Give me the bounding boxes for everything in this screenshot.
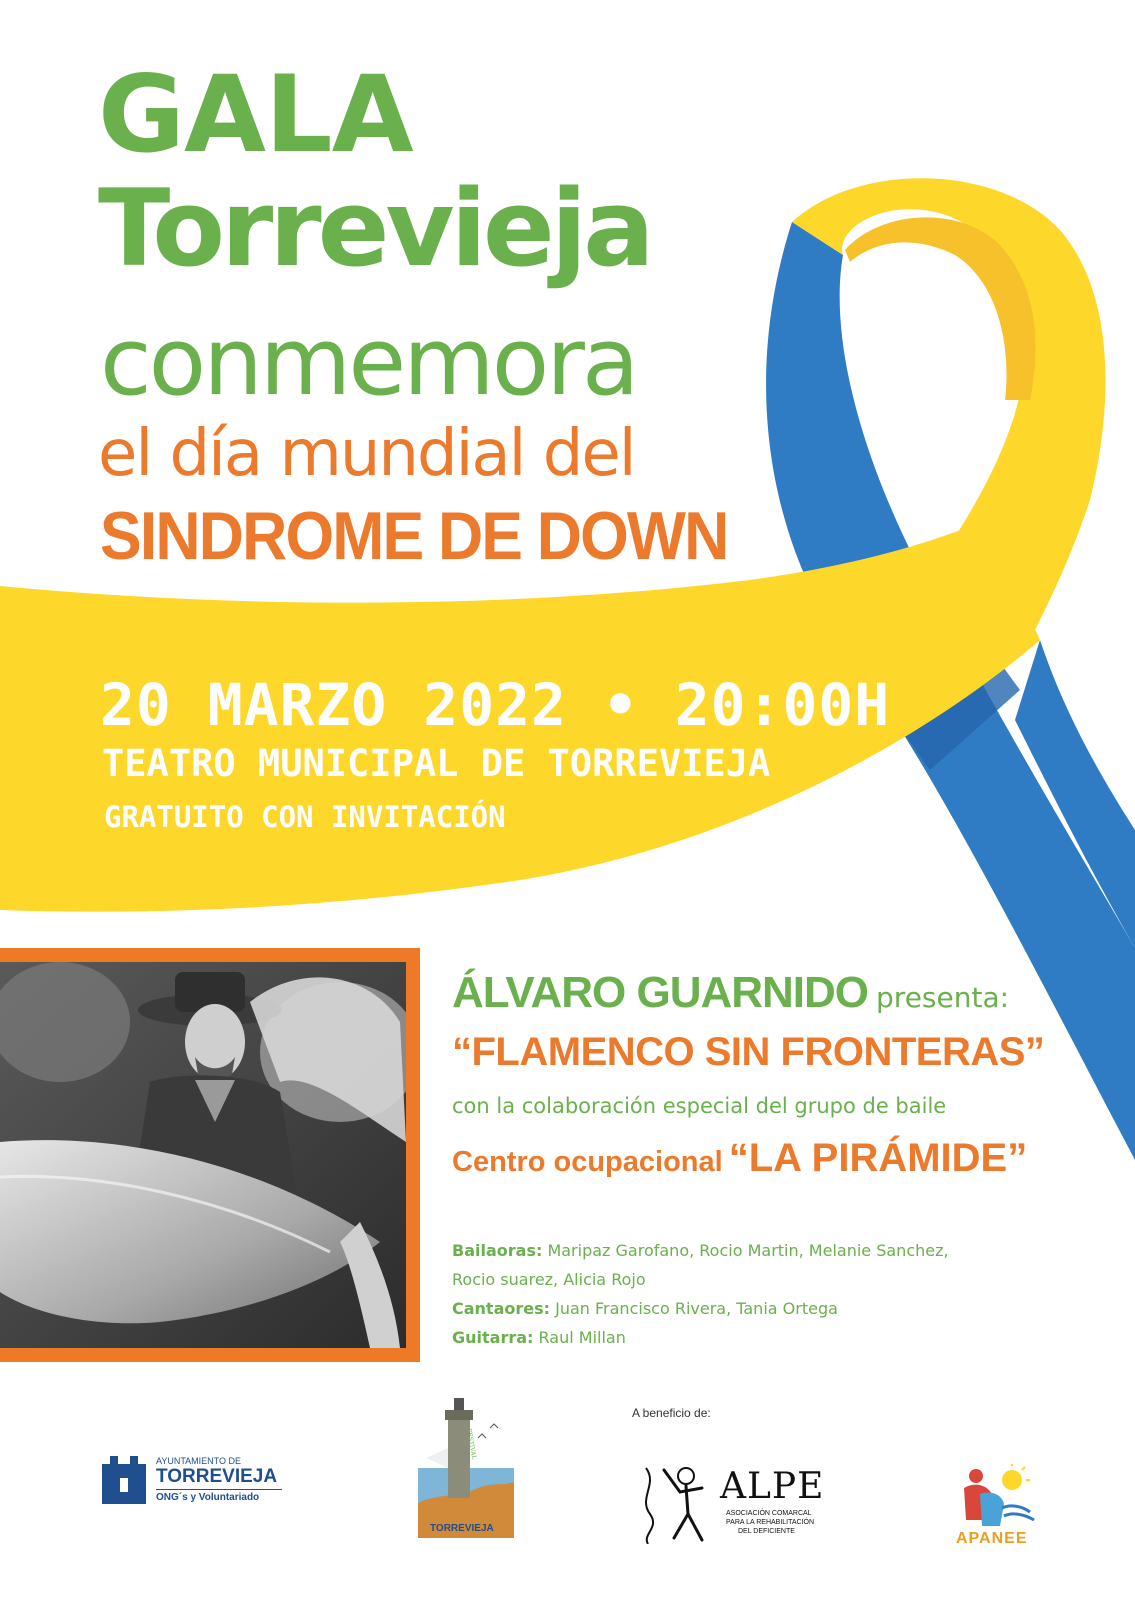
bailaoras-names-1: Maripaz Garofano, Rocio Martin, Melanie Sanchez, (542, 1241, 949, 1260)
festival-line1: FESTIVAL (465, 1428, 478, 1461)
presents-word: presenta: (876, 981, 1010, 1014)
guitarra-label: Guitarra: (452, 1328, 534, 1347)
bailaoras-label: Bailaoras: (452, 1241, 543, 1260)
presenter-line (452, 968, 1009, 1018)
ayto-line3: ONG´s y Voluntariado (156, 1492, 260, 1503)
artist-name: ÁLVARO GUARNIDO (452, 968, 869, 1017)
bailaoras-names-2: Rocio suarez, Alicia Rojo (452, 1270, 646, 1289)
cantaores-label: Cantaores: (452, 1299, 551, 1318)
lighthouse-icon (418, 1398, 514, 1538)
apanee-logo (950, 1464, 1040, 1550)
event-admission: GRATUITO CON INVITACIÓN (104, 800, 506, 834)
title-gala: GALA (98, 53, 413, 176)
collaboration-text: con la colaboración especial del grupo de baile (452, 1094, 947, 1118)
centre-label: Centro ocupacional (452, 1146, 723, 1178)
alpe-sub1: ASOCIACIÓN COMARCAL (726, 1510, 812, 1517)
title-torrevieja: Torrevieja (98, 167, 651, 290)
ayto-line1: AYUNTAMIENTO DE (156, 1456, 242, 1466)
alpe-name: ALPE (720, 1466, 825, 1507)
ayto-divider (156, 1489, 282, 1490)
alpe-sub3: DEL DEFICIENTE (738, 1528, 795, 1535)
title-dia-mundial: el día mundial del (98, 417, 635, 491)
festival-line2: TORREVIEJA (430, 1523, 494, 1534)
alpe-sub2: PARA LA REHABILITACIÓN (726, 1519, 815, 1526)
credits-guitarra (452, 1323, 949, 1352)
guitarra-name: Raul Millan (533, 1328, 626, 1347)
cantaores-names: Juan Francisco Rivera, Tania Ortega (550, 1299, 838, 1318)
ayto-line2: TORREVIEJA (156, 1466, 278, 1487)
centre-line (452, 1136, 1027, 1181)
centre-name: “LA PIRÁMIDE” (728, 1136, 1028, 1180)
show-title: “FLAMENCO SIN FRONTERAS” (452, 1030, 1045, 1074)
stick-figure-icon (640, 1464, 720, 1544)
credits-bailaoras (452, 1236, 949, 1265)
title-sindrome-de-down: SINDROME DE DOWN (100, 498, 728, 574)
credits-cantaores (452, 1294, 949, 1323)
people-sun-icon (950, 1464, 1040, 1530)
event-venue: TEATRO MUNICIPAL DE TORREVIEJA (102, 742, 771, 785)
title-conmemora: conmemora (100, 308, 637, 417)
flamenco-dancer-photo (0, 962, 406, 1348)
event-date-time: 20 MARZO 2022 • 20:00H (100, 671, 891, 739)
credits-block (452, 1236, 949, 1352)
alpe-logo (640, 1464, 825, 1544)
apanee-name: APANEE (956, 1530, 1028, 1547)
festival-logo (418, 1398, 514, 1538)
ayuntamiento-logo (98, 1452, 288, 1512)
castle-tower-icon (98, 1456, 150, 1504)
beneficio-label: A beneficio de: (632, 1406, 711, 1420)
